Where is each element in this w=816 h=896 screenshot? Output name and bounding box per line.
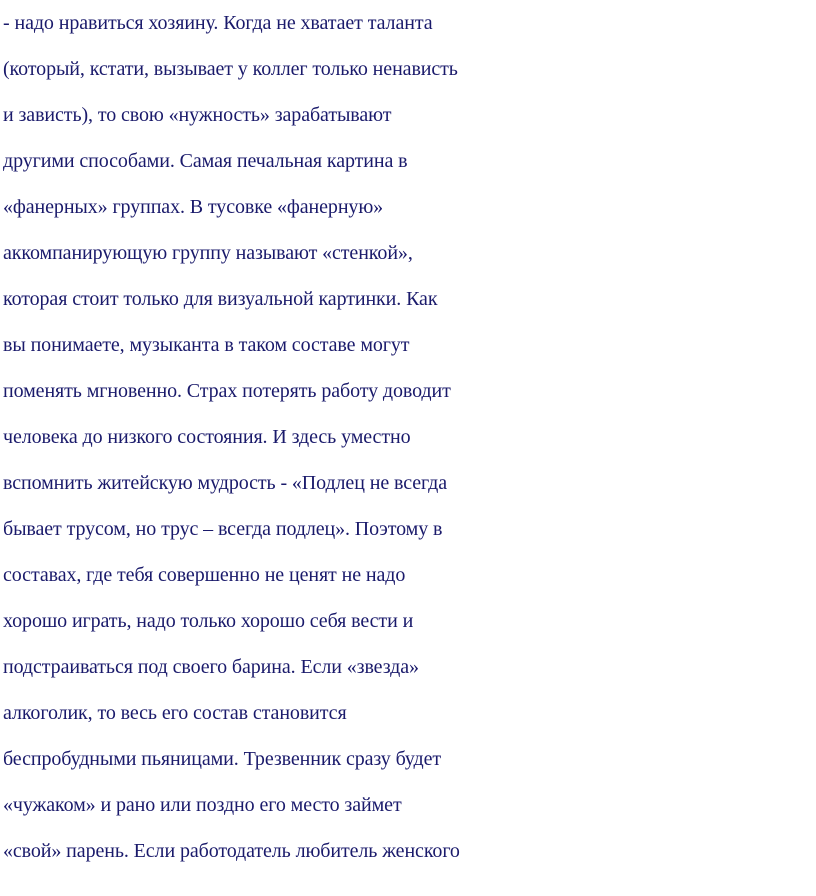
text-line: хорошо играть, надо только хорошо себя вести и [3,610,414,632]
text-line: - надо нравиться хозяину. Когда не хватает таланта [3,12,433,34]
text-line: «фанерных» группах. В тусовке «фанерную» [3,196,384,218]
text-line: вспомнить житейскую мудрость - «Подлец не всегда [3,472,447,494]
text-line: вы понимаете, музыканта в таком составе могут [3,334,410,356]
text-line: которая стоит только для визуальной картинки. Как [3,288,438,310]
body-text [3,0,815,874]
text-line: подстраиваться под своего барина. Если «звезда» [3,656,419,678]
text-line: человека до низкого состояния. И здесь уместно [3,426,411,448]
text-line: «чужаком» и рано или поздно его место займет [3,794,402,816]
text-line: аккомпанирующую группу называют «стенкой», [3,242,413,264]
text-line: поменять мгновенно. Страх потерять работу доводит [3,380,451,402]
text-line: другими способами. Самая печальная картина в [3,150,408,172]
text-line: алкоголик, то весь его состав становится [3,702,347,724]
text-line: «свой» парень. Если работодатель любитель женского [3,840,460,862]
text-line: (который, кстати, вызывает у коллег только ненависть [3,58,458,80]
text-line: составах, где тебя совершенно не ценят не надо [3,564,406,586]
text-line: бывает трусом, но трус – всегда подлец». Поэтому в [3,518,443,540]
text-line: и зависть), то свою «нужность» зарабатывают [3,104,392,126]
text-line: беспробудными пьяницами. Трезвенник сразу будет [3,748,442,770]
